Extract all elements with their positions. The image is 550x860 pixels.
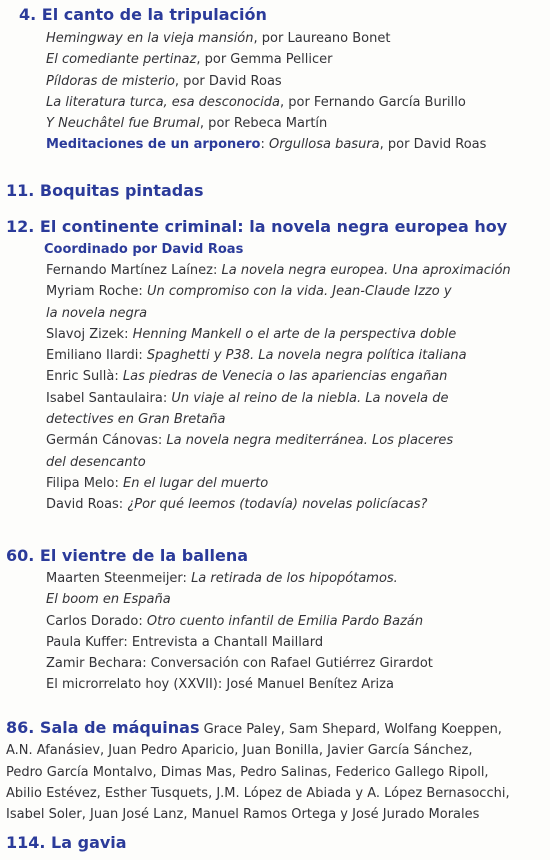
- section-4: [0, 4, 550, 156]
- list-item: Enric Sullà: Las piedras de Venecia o las apariencias engañan: [46, 369, 448, 385]
- list-item: El comediante pertinaz, por Gemma Pellicer: [46, 52, 333, 68]
- list-item: Germán Cánovas: La novela negra mediterránea. Los placeres: [46, 433, 454, 449]
- list-item: Hemingway en la vieja mansión, por Laureano Bonet: [46, 31, 391, 46]
- list-item: Maarten Steenmeijer: La retirada de los hipopótamos.: [46, 571, 398, 586]
- section-60: [0, 545, 550, 696]
- section-heading: 11. Boquitas pintadas: [6, 181, 204, 200]
- section-60-items: [0, 567, 550, 696]
- section-heading: 86. Sala de máquinas: [6, 718, 200, 737]
- list-item: El boom en España: [46, 592, 171, 608]
- list-item: Zamir Bechara: Conversación con Rafael Gutiérrez Girardot: [46, 656, 433, 672]
- section-heading: 4. El canto de la tripulación: [19, 5, 267, 24]
- section-4-items: [0, 26, 550, 156]
- list-item: Paula Kuffer: Entrevista a Chantall Maillard: [46, 634, 324, 650]
- section-heading: 12. El continente criminal: la novela negra europea hoy: [6, 217, 508, 236]
- list-item: El microrrelato hoy (XXVII): José Manuel Benítez Ariza: [46, 677, 394, 693]
- list-item: Fernando Martínez Laínez: La novela negra europea. Una aproximación: [46, 263, 511, 278]
- section-heading: 114. La gavia: [6, 833, 127, 852]
- section-86-line: Pedro García Montalvo, Dimas Mas, Pedro Salinas, Federico Gallego Ripoll,: [6, 764, 489, 780]
- list-item: Isabel Santaulaira: Un viaje al reino de la niebla. La novela de: [46, 390, 449, 406]
- list-item: del desencanto: [46, 454, 146, 470]
- list-item: Píldoras de misterio, por David Roas: [46, 73, 282, 89]
- list-item: Carlos Dorado: Otro cuento infantil de Emilia Pardo Bazán: [46, 613, 424, 629]
- section-86-line: Isabel Soler, Juan José Lanz, Manuel Ramos Ortega y José Jurado Morales: [6, 807, 480, 823]
- list-item: Slavoj Zizek: Henning Mankell o el arte de la perspectiva doble: [46, 326, 457, 342]
- section-12: [0, 216, 550, 516]
- list-item: detectives en Gran Bretaña: [46, 412, 226, 428]
- section-86: [0, 717, 550, 825]
- section-86-line: Abilio Estévez, Esther Tusquets, J.M. López de Abiada y A. López Bernasocchi,: [6, 785, 510, 801]
- list-item: Filipa Melo: En el lugar del muerto: [46, 475, 269, 491]
- list-item: la novela negra: [46, 305, 148, 321]
- coordinator-line: Coordinado por David Roas: [44, 242, 244, 257]
- section-heading: 60. El vientre de la ballena: [6, 546, 248, 565]
- list-item: Emiliano Ilardi: Spaghetti y P38. La novela negra política italiana: [46, 348, 467, 364]
- section-86-line: A.N. Afanásiev, Juan Pedro Aparicio, Juan Bonilla, Javier García Sánchez,: [6, 743, 473, 759]
- list-item: David Roas: ¿Por qué leemos (todavía) novelas policíacas?: [46, 497, 428, 513]
- section-86-line: 86. Sala de máquinas Grace Paley, Sam Shepard, Wolfang Koeppen,: [6, 718, 502, 737]
- list-item: La literatura turca, esa desconocida, por Fernando García Burillo: [46, 94, 466, 110]
- list-item: Y Neuchâtel fue Brumal, por Rebeca Martín: [46, 116, 328, 132]
- list-item: Meditaciones de un arponero: Orgullosa basura, por David Roas: [46, 137, 487, 153]
- section-114: [0, 832, 550, 854]
- section-12-items: [0, 260, 550, 516]
- section-11: [0, 180, 550, 202]
- list-item: Myriam Roche: Un compromiso con la vida. Jean-Claude Izzo y: [46, 284, 452, 300]
